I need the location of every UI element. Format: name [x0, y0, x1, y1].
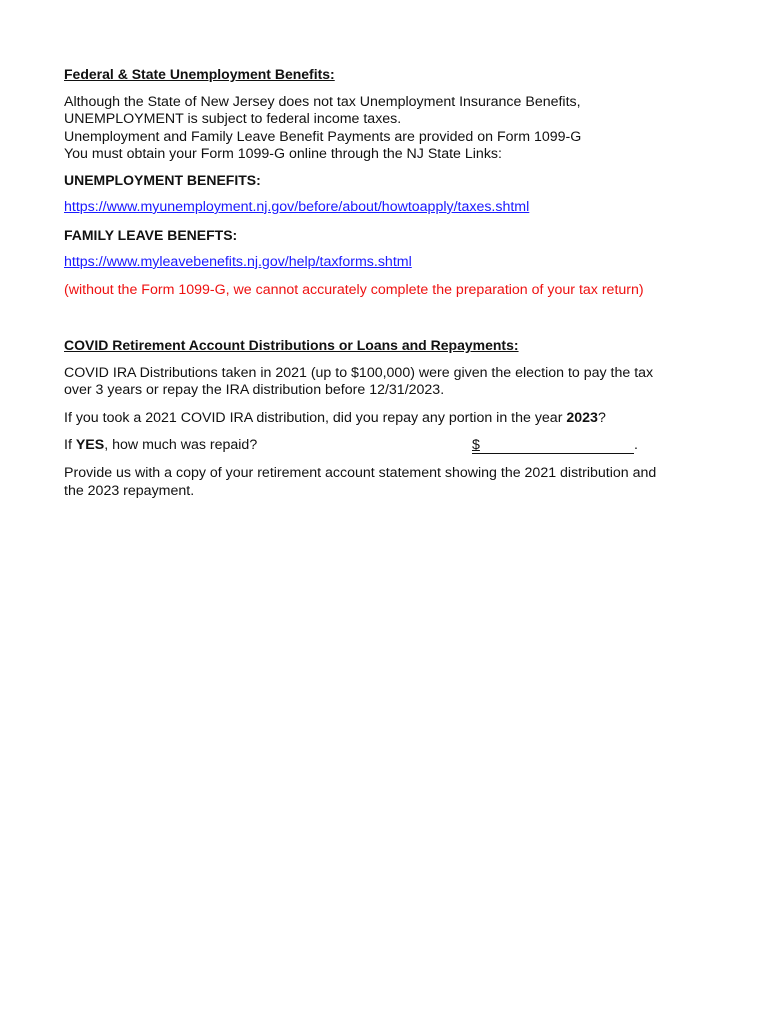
dollar-sign: $ [472, 437, 480, 453]
nj-tax-line-2: UNEMPLOYMENT is subject to federal income taxes. [64, 111, 402, 127]
unemployment-tax-link[interactable]: https://www.myunemployment.nj.gov/before/about/howtoapply/taxes.shtml [64, 199, 530, 215]
provide-statement-line-1: Provide us with a copy of your retirement account statement showing the 2021 distribution and [64, 465, 657, 481]
document-page [64, 66, 714, 500]
covid-ira-line-1: COVID IRA Distributions taken in 2021 (up to $100,000) were given the election to pay the tax [64, 364, 654, 381]
repaid-amount-row [64, 437, 714, 455]
covid-section-heading: COVID Retirement Account Distributions or Loans and Repayments: [64, 337, 519, 353]
unemployment-section-heading: Federal & State Unemployment Benefits: [64, 66, 335, 82]
form-1099g-warning: (without the Form 1099-G, we cannot accurately complete the preparation of your tax return) [64, 281, 644, 298]
family-leave-tax-link[interactable]: https://www.myleavebenefits.nj.gov/help/taxforms.shtml [64, 254, 412, 270]
yes-bold: YES [75, 437, 105, 453]
if-suffix: , how much was repaid? [104, 437, 258, 453]
repay-question-year: 2023 [566, 409, 598, 426]
covid-ira-line-2: over 3 years or repay the IRA distribution before 12/31/2023. [64, 382, 445, 398]
if-prefix: If [64, 437, 76, 453]
obtain-form-line: You must obtain your Form 1099-G online through the NJ State Links: [64, 146, 502, 162]
if-yes-label [64, 437, 257, 453]
repay-question-mark: ? [597, 409, 606, 426]
nj-tax-line-1: Although the State of New Jersey does not tax Unemployment Insurance Benefits, [64, 93, 581, 110]
family-leave-benefits-label: FAMILY LEAVE BENEFTS: [64, 226, 238, 243]
unemployment-benefits-label: UNEMPLOYMENT BENEFITS: [64, 171, 261, 188]
amount-period: . [634, 437, 638, 453]
repay-question [64, 410, 714, 428]
provide-statement-line-2: the 2023 repayment. [64, 482, 195, 499]
repaid-amount-field[interactable] [472, 437, 634, 454]
repay-question-text: If you took a 2021 COVID IRA distribution, did you repay any portion in the year [64, 409, 567, 426]
form-1099g-line: Unemployment and Family Leave Benefit Payments are provided on Form 1099-G [64, 128, 582, 145]
